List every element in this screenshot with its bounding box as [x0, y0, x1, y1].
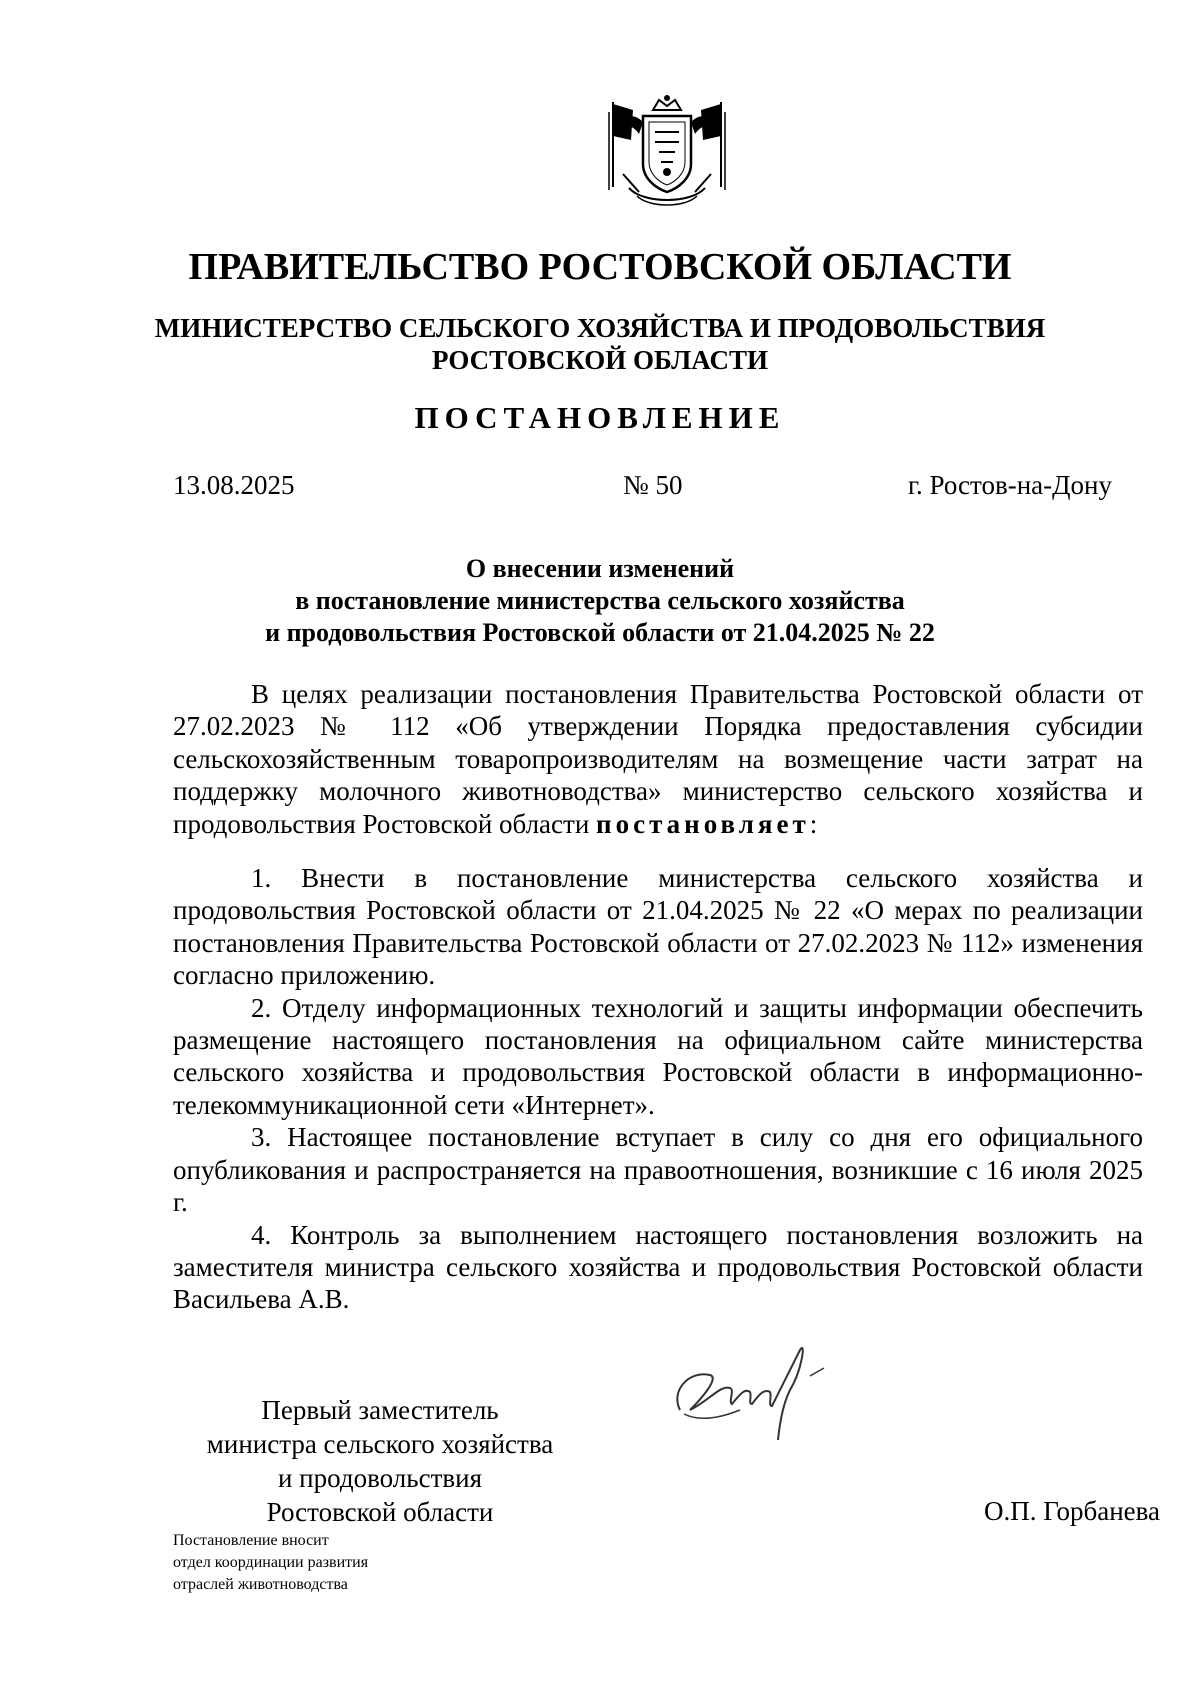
signer-name: О.П. Горбанева [983, 1496, 1160, 1526]
document-subject [0, 553, 1200, 649]
signer-position-line-3: и продовольствия [277, 1463, 482, 1493]
preamble-text: В целях реализации постановления Правительства Ростовской области от 27.02.2023 № 112 «Об утверждении Порядка предоставления субсидии сельскохозяйственным товаропроизводителям на возмещение части затрат на поддержку молочного животноводства» министерство сельского хозяйства и продовольствия Ростовской области [173, 679, 1143, 839]
handwritten-signature-icon [660, 1330, 840, 1450]
ministry-title [0, 312, 1200, 376]
footnote [173, 1530, 368, 1596]
preamble-paragraph [173, 678, 1143, 840]
document-type: ПОСТАНОВЛЕНИЕ [414, 400, 786, 435]
government-title: ПРАВИТЕЛЬСТВО РОСТОВСКОЙ ОБЛАСТИ [188, 246, 1012, 288]
ministry-title-line-1: МИНИСТЕРСТВО СЕЛЬСКОГО ХОЗЯЙСТВА И ПРОДОВОЛЬСТВИЯ [154, 313, 1046, 343]
document-number: № 50 [623, 470, 683, 500]
item-2: 2. Отделу информационных технологий и защиты информации обеспечить размещение настоящего постановления на официальном сайте министерства сельского хозяйства и продовольствия Ростовской области в информационно-телекоммуникационной сети «Интернет». [173, 992, 1143, 1120]
item-1: 1. Внести в постановление министерства сельского хозяйства и продовольствия Ростовской области от 21.04.2025 № 22 «О мерах по реализации постановления Правительства Ростовской области от 27.02.2023 № 112» изменения согласно приложению. [173, 863, 1143, 991]
signer-position-line-2: министра сельского хозяйства [206, 1429, 554, 1459]
subject-line-2: в постановление министерства сельского хозяйства [295, 586, 905, 615]
footnote-line-3: отраслей животноводства [173, 1576, 348, 1593]
decree-colon: : [809, 808, 818, 839]
signer-position-line-1: Первый заместитель [261, 1395, 499, 1425]
item-3: 3. Настоящее постановление вступает в силу со дня его официального опубликования и распространяется на правоотношения, возникшие с 16 июля 2025 г. [173, 1122, 1143, 1218]
signer-position [180, 1393, 580, 1529]
subject-line-1: О внесении изменений [465, 554, 735, 583]
decree-word: постановляет [596, 808, 810, 839]
subject-line-3: и продовольствия Ростовской области от 21.04.2025 № 22 [265, 618, 935, 647]
footnote-line-2: отдел координации развития [173, 1554, 369, 1571]
signer-position-line-4: Ростовской области [266, 1497, 494, 1527]
coat-of-arms-icon [603, 92, 731, 212]
ministry-title-line-2: РОСТОВСКОЙ ОБЛАСТИ [432, 345, 768, 375]
footnote-line-1: Постановление вносит [173, 1532, 329, 1549]
document-city: г. Ростов-на-Дону [907, 470, 1112, 500]
document-body [173, 678, 1143, 1316]
item-4: 4. Контроль за выполнением настоящего постановления возложить на заместителя министра сельского хозяйства и продовольствия Ростовской области Васильева А.В. [173, 1219, 1143, 1315]
document-date: 13.08.2025 [173, 470, 295, 500]
